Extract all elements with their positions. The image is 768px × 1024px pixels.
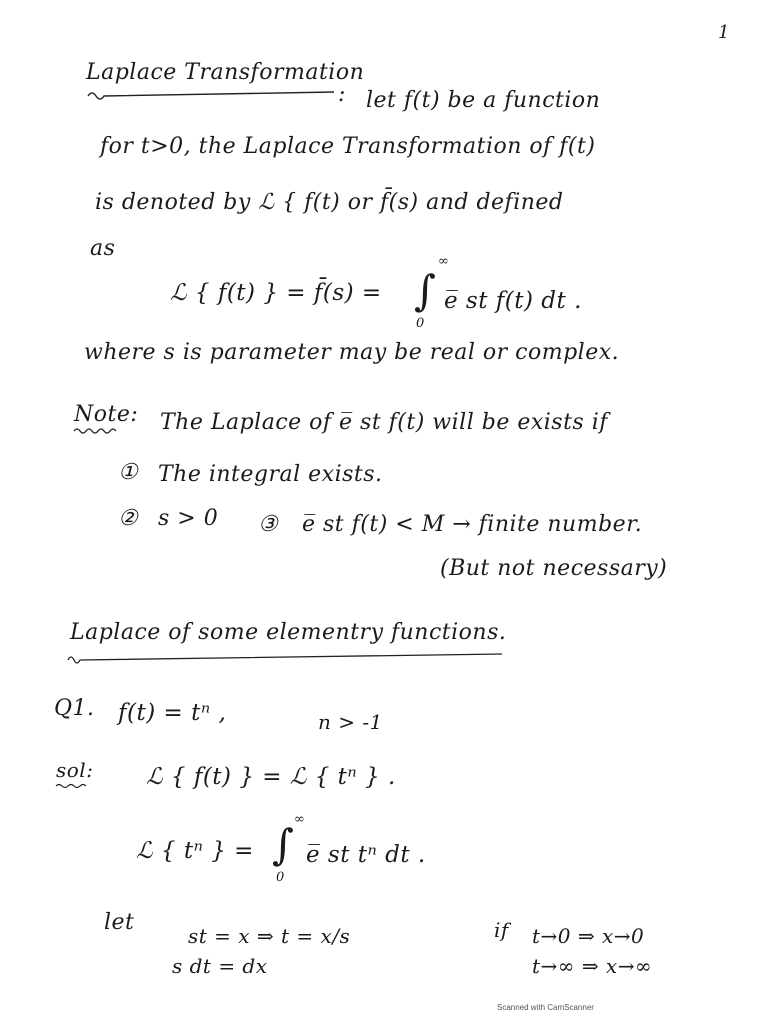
condition-2-number: ② (118, 506, 139, 531)
condition-1-number: ① (118, 460, 139, 485)
integral-sign-2: ∫ (272, 820, 295, 869)
let-label: let (104, 910, 135, 935)
question-expression: f(t) = tⁿ , (118, 700, 227, 726)
section-title: Laplace of some elementry functions. (70, 620, 507, 645)
note-aside: (But not necessary) (440, 556, 668, 581)
intro-line-2: for t>0, the Laplace Transformation of f(t) (100, 134, 596, 159)
page-number: 1 (718, 22, 730, 43)
condition-1: The integral exists. (158, 462, 383, 487)
integral-lower-2: 0 (276, 870, 285, 885)
solution-underline (54, 782, 94, 790)
limit-line-2: t→∞ ⇒ x→∞ (532, 954, 653, 978)
limit-line-1: t→0 ⇒ x→0 (532, 924, 645, 948)
substitution-line-2: s dt = dx (172, 954, 268, 978)
condition-3: e̅ st f(t) < M → finite number. (302, 512, 643, 537)
intro-line-1: let f(t) be a function (366, 88, 601, 113)
heading-underline (86, 88, 336, 100)
integral-upper: ∞ (438, 254, 450, 269)
heading-title: Laplace Transformation (86, 60, 365, 85)
solution-label: sol: (56, 758, 94, 782)
solution-line-1: ℒ { f(t) } = ℒ { tⁿ } . (146, 764, 396, 790)
note-text: The Laplace of e̅ st f(t) will be exists if (160, 410, 608, 435)
integral-upper-2: ∞ (294, 812, 306, 827)
where-line: where s is parameter may be real or complex. (84, 340, 620, 365)
condition-3-number: ③ (258, 512, 279, 537)
question-label: Q1. (54, 696, 95, 721)
section-underline (66, 650, 506, 664)
intro-line-4: as (90, 236, 116, 261)
if-label: if (494, 918, 509, 942)
integral-lower: 0 (416, 316, 425, 331)
solution-line-2-integrand: e̅ st tⁿ dt . (306, 842, 426, 868)
heading-colon: : (338, 82, 346, 107)
intro-line-3: is denoted by ℒ { f(t) or f̄(s) and defined (95, 190, 564, 215)
definition-integrand: e̅ st f(t) dt . (444, 288, 582, 314)
integral-sign: ∫ (414, 266, 437, 315)
substitution-line-1: st = x ⇒ t = x/s (188, 924, 351, 948)
scanner-watermark: Scanned with CamScanner (497, 1003, 594, 1012)
definition-lhs: ℒ { f(t) } = f̄(s) = (170, 280, 382, 306)
note-underline (72, 426, 132, 436)
question-condition: n > -1 (318, 710, 383, 734)
note-label: Note: (74, 402, 139, 427)
solution-line-2-lhs: ℒ { tⁿ } = (136, 838, 254, 864)
condition-2: s > 0 (158, 506, 219, 531)
